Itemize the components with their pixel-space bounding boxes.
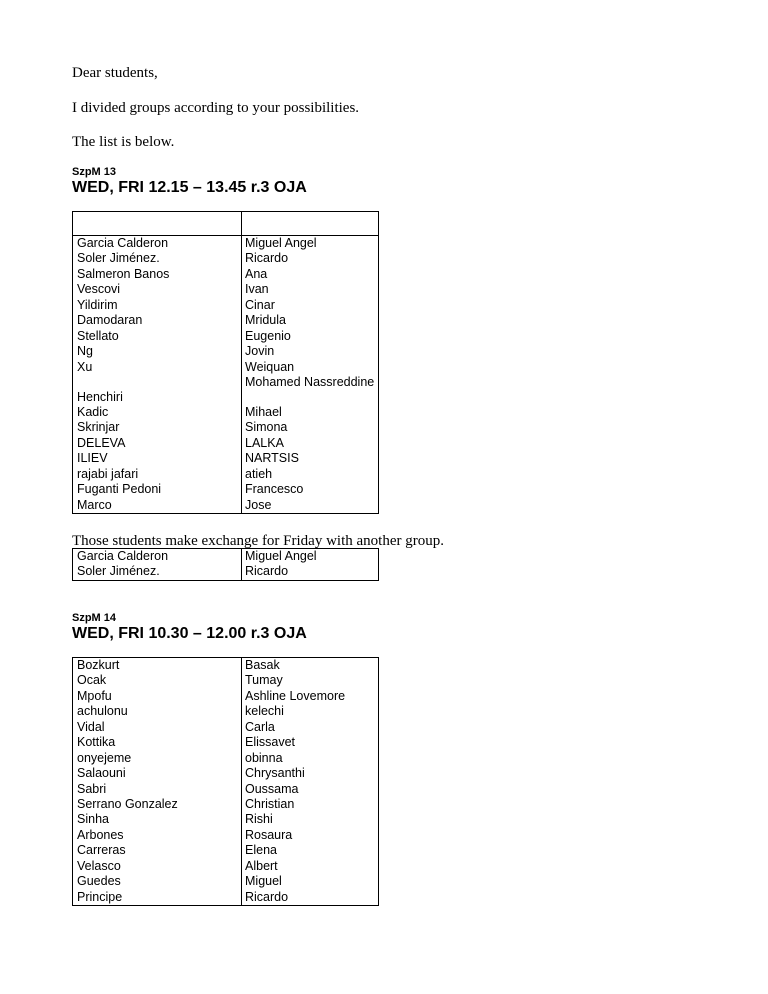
table-row (73, 282, 378, 297)
given-name-cell: kelechi (245, 704, 284, 719)
given-name-cell: Miguel Angel (245, 236, 317, 250)
surname-cell: Bozkurt (77, 658, 120, 672)
group13-code: SzpM 13 (72, 166, 117, 178)
table-row (73, 797, 378, 812)
group13-schedule: WED, FRI 12.15 – 13.45 r.3 OJA (72, 179, 307, 196)
table-row (73, 782, 378, 797)
table-row (73, 720, 378, 735)
group13-rows (73, 236, 378, 513)
surname-cell: Marco (77, 497, 112, 512)
given-name-cell: Albert (245, 858, 278, 873)
table-row (73, 313, 378, 328)
given-name-cell: Elissavet (245, 735, 296, 750)
surname-cell: Kottika (77, 735, 116, 750)
table-row (73, 564, 378, 579)
given-name-cell: Carla (245, 719, 275, 734)
group13-header-row (72, 211, 379, 236)
table-row (73, 436, 378, 451)
surname-cell: Garcia Calderon (77, 549, 169, 563)
given-name-cell: Eugenio (245, 328, 291, 343)
surname-cell: Vidal (77, 719, 105, 734)
given-name-cell: Ivan (245, 282, 269, 297)
surname-cell: Ng (77, 344, 93, 359)
table-row (73, 843, 378, 858)
surname-cell: Damodaran (77, 313, 143, 328)
given-name-cell: Simona (245, 420, 288, 435)
table-row (73, 828, 378, 843)
table-row (73, 735, 378, 750)
given-name-cell: Ricardo (245, 564, 289, 579)
given-name-cell: Jose (245, 497, 272, 512)
table-row (73, 812, 378, 827)
given-name-cell: Miguel (245, 874, 282, 889)
exchange-note: Those students make exchange for Friday with another group. (72, 533, 444, 549)
table-row (73, 251, 378, 266)
given-name-cell: Francesco (245, 482, 304, 497)
surname-cell: Vescovi (77, 282, 121, 297)
table-row (73, 451, 378, 466)
given-name-cell: Cinar (245, 297, 275, 312)
table-row (73, 360, 378, 375)
table-row (73, 859, 378, 874)
surname-cell: achulonu (77, 704, 128, 719)
table-row (73, 236, 378, 251)
surname-cell: Principe (77, 889, 123, 904)
given-name-cell: Jovin (245, 344, 275, 359)
surname-cell: Carreras (77, 843, 126, 858)
table-row (73, 549, 378, 564)
surname-cell: Yildirim (77, 297, 118, 312)
table-row (73, 344, 378, 359)
given-name-cell: LALKA (245, 435, 284, 450)
group14-table (72, 657, 379, 906)
table-row (73, 874, 378, 889)
surname-cell: Henchiri (77, 389, 123, 404)
exchange-rows (73, 549, 378, 580)
given-name-cell: Weiquan (245, 359, 295, 374)
given-name-cell: Elena (245, 843, 277, 858)
table-row (73, 673, 378, 688)
group14-schedule: WED, FRI 10.30 – 12.00 r.3 OJA (72, 625, 307, 642)
given-name-cell: Rishi (245, 812, 273, 827)
given-name-cell: Ricardo (245, 889, 289, 904)
given-name-cell: Mihael (245, 404, 282, 419)
given-name-cell: Basak (245, 658, 280, 672)
surname-cell: Garcia Calderon (77, 236, 169, 250)
table-row (73, 420, 378, 435)
surname-cell: rajabi jafari (77, 466, 139, 481)
given-name-cell: Ana (245, 266, 268, 281)
surname-cell: Soler Jiménez. (77, 251, 160, 266)
surname-cell: Sinha (77, 812, 109, 827)
group13-table (72, 235, 379, 514)
surname-cell: Arbones (77, 827, 124, 842)
table-row (73, 267, 378, 282)
surname-cell: ILIEV (77, 451, 108, 466)
surname-cell: Soler Jiménez. (77, 564, 160, 579)
given-name-cell: Tumay (245, 673, 283, 688)
table-row (73, 658, 378, 673)
surname-cell: Guedes (77, 874, 121, 889)
group14-rows (73, 658, 378, 905)
given-name-cell: Mohamed Nassreddine (245, 374, 375, 389)
surname-cell: onyejeme (77, 750, 132, 765)
intro-line-groups: I divided groups according to your possibilities. (72, 100, 360, 116)
given-name-cell: Miguel Angel (245, 549, 317, 563)
group14-code: SzpM 14 (72, 612, 117, 624)
given-name-cell: NARTSIS (245, 451, 299, 466)
given-name-cell: Chrysanthi (245, 766, 305, 781)
table-row (73, 890, 378, 905)
intro-line-list: The list is below. (72, 134, 175, 150)
table-row (73, 689, 378, 704)
table-row (73, 766, 378, 781)
table-row (73, 405, 378, 420)
surname-cell: Salaouni (77, 766, 126, 781)
surname-cell: Ocak (77, 673, 107, 688)
table-row (73, 482, 378, 497)
surname-cell: Kadic (77, 404, 109, 419)
surname-cell: DELEVA (77, 435, 126, 450)
surname-cell: Stellato (77, 328, 119, 343)
table-row (73, 498, 378, 513)
given-name-cell: Mridula (245, 313, 286, 328)
column-divider (241, 212, 242, 235)
table-row (73, 375, 378, 405)
surname-cell: Skrinjar (77, 420, 120, 435)
given-name-cell: Ricardo (245, 251, 289, 266)
given-name-cell: Christian (245, 796, 295, 811)
surname-cell: Xu (77, 359, 93, 374)
surname-cell: Sabri (77, 781, 107, 796)
table-row (73, 329, 378, 344)
table-row (73, 704, 378, 719)
given-name-cell: Oussama (245, 781, 299, 796)
table-row (73, 298, 378, 313)
surname-cell: Serrano Gonzalez (77, 796, 178, 811)
given-name-cell: Ashline Lovemore (245, 688, 346, 703)
table-row (73, 467, 378, 482)
surname-cell: Mpofu (77, 688, 112, 703)
given-name-cell: Rosaura (245, 827, 293, 842)
given-name-cell: atieh (245, 466, 273, 481)
greeting-text: Dear students, (72, 65, 158, 81)
given-name-cell: obinna (245, 750, 283, 765)
surname-cell: Salmeron Banos (77, 266, 170, 281)
exchange-table (72, 548, 379, 581)
table-row (73, 751, 378, 766)
surname-cell: Velasco (77, 858, 121, 873)
surname-cell: Fuganti Pedoni (77, 482, 162, 497)
